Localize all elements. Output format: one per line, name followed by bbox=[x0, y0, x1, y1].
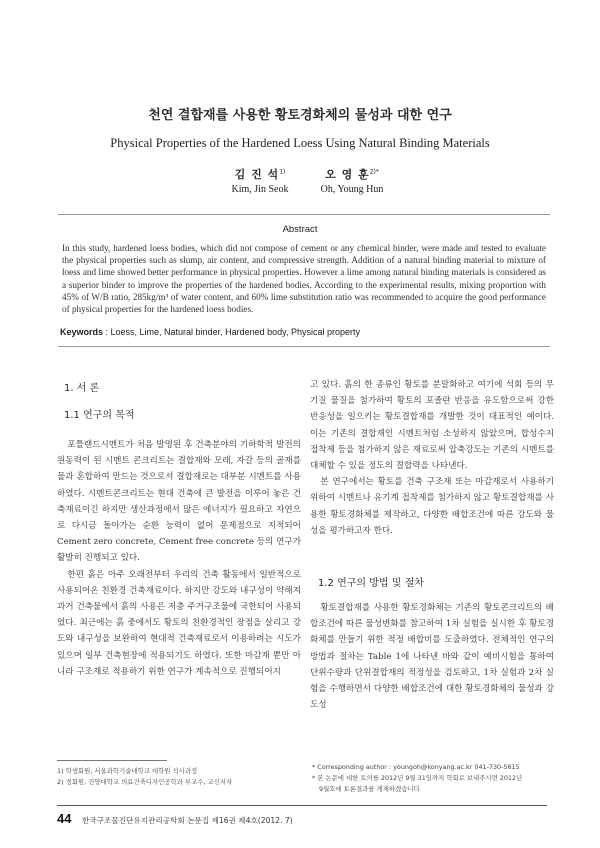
keywords bbox=[60, 327, 550, 337]
footnotes-right bbox=[312, 762, 556, 795]
abstract-heading: Abstract bbox=[282, 224, 318, 235]
footnote-discussion-1: * 본 논문에 대한 토의를 2012년 9월 31일까지 학회로 보내주시면 2012년 bbox=[312, 774, 523, 782]
author-1-mark: 1) bbox=[279, 168, 286, 176]
paper-title-korean: 천연 결합재를 사용한 황토경화체의 물성과 대한 연구 bbox=[148, 108, 452, 123]
right-column-body-top bbox=[310, 377, 554, 539]
right-paragraph-2: 본 연구에서는 황토를 건축 구조재 또는 마감재로서 사용하기 위하여 시멘트나 유기계 접착제를 첨가하지 않고 황토결합재를 사용한 황토경화체를 제작하고, 다양한 배합조건에 따른 강도와 물성을 평가하고자 한다. bbox=[310, 477, 554, 536]
footnote-1: 1) 학생회원, 서울과학기술대학교 대학원 석사과정 bbox=[57, 767, 198, 775]
left-paragraph-2: 한편 흙은 아주 오래전부터 우리의 건축 활동에서 일반적으로 사용되어온 친환경 건축재료이다. 하지만 강도와 내구성이 약해져 과거 건축물에서 흙의 사용은 저층 주거구조물에 국한되어 사용되었다. 최근에는 흙 중에서도 황토의 친환경적인 장점을 살리고 강도와 내구성을 보완하여 현대적 건축재료로서 이용하려는 시도가 있으며 일부 건축현장에 적용되기도 하였다. 또한 마감재 뿐만 아니라 구조재로 적용하기 위한 연구가 계속적으로 진행되어지 bbox=[57, 569, 301, 677]
abstract-top-rule bbox=[58, 214, 550, 215]
section-purpose: 1.1 연구의 목적 bbox=[64, 410, 135, 421]
footnote-2: 2) 정회원, 건양대학교 의료건축디자인공학과 부교수, 교신저자 bbox=[57, 778, 233, 786]
author-1-name-ko: 김 진 석 bbox=[234, 168, 280, 181]
paper-title-english: Physical Properties of the Hardened Loess Using Natural Binding Materials bbox=[110, 136, 490, 150]
footnote-discussion-2: 9월호에 토론결과를 게재하겠습니다. bbox=[319, 785, 422, 793]
abstract-text: In this study, hardened loess bodies, which did not compose of cement or any chemical binder, were made and tested to evaluate the physical properties such as slump, air content, and compressive strength. Addition of a natural binding material to mixture of loess and lime showed better performance in physical properties. However a lime among natural binding materials is considered as a superior binder to improve the properties of the hardened bodies. According to the experimental results, mixing proportion with 45% of W/B ratio, 285kg/m³ of water content, and 60% lime substitution ratio was recommended to acquire the good performance of physical properties for the hardened loess bodies. bbox=[62, 243, 546, 315]
journal-citation: 한국구조물진단유지관리공학회 논문집 제16권 제4호(2012. 7) bbox=[82, 816, 293, 825]
left-paragraph-1: 포틀랜드시멘트가 처음 발명된 후 건축분야의 기하학적 발전의 원동력이 된 시멘트 콘크리트는 결합재와 모래, 자갈 등의 골재를 물과 혼합하여 만드는 것으로서 결합재로는 대부분 시멘트를 사용하였다. 시멘트콘크리트는 현대 건축에 큰 발전을 이루어 놓은 건축재료이긴 하지만 생산과정에서 많은 에너지가 필요하고 자연으로 다시금 돌아가는 순환 능력이 없어 문제점으로 지적되어 Cement zero concrete, Cement free concrete 등의 연구가 활발히 진행되고 있다. bbox=[57, 440, 301, 564]
author-1-name-en: Kim, Jin Seok bbox=[231, 184, 289, 195]
footer-rule bbox=[57, 805, 547, 806]
footnote-rule-left bbox=[57, 760, 167, 761]
footnote-corresponding: * Corresponding author : youngoh@konyang.ac.kr 041-730-5615 bbox=[312, 763, 520, 771]
footnotes-left bbox=[57, 766, 301, 788]
left-column-body bbox=[57, 437, 301, 680]
section-method: 1.2 연구의 방법 및 절차 bbox=[318, 578, 424, 589]
keywords-label: Keywords bbox=[60, 327, 104, 337]
author-2-mark: 2)* bbox=[369, 168, 379, 176]
author-2-name-en: Oh, Young Hun bbox=[320, 184, 384, 195]
abstract-bottom-rule bbox=[58, 346, 550, 347]
right-paragraph-3: 황토결합재를 사용한 황토경화체는 기존의 황토콘크리트의 배합조건에 따른 물성변화를 참고하여 1차 실험을 실시한 후 황토경화체를 만들기 위한 적정 배합비를 도출하였다. 전체적인 연구의 방법과 절차는 Table 1에 나타낸 바와 같이 예비시험을 통하여 단위수량과 단위결합재의 적정성을 검토하고, 1차 실험과 2차 실험을 수행하면서 다양한 배합조건에 대한 황토경화체의 물성과 강도성 bbox=[310, 603, 554, 711]
author-2-name-ko: 오 영 훈 bbox=[325, 168, 370, 181]
right-column-body-bottom bbox=[310, 600, 554, 713]
right-paragraph-1: 고 있다. 흙의 한 종류인 황토를 분말화하고 여기에 석회 등의 무기질 물질을 첨가하여 황토의 포졸란 반응을 유도함으로써 강한 반응성을 일으키는 황토결합재를 개발한 것이 대표적인 예이다. 이는 기존의 결합재인 시멘트처럼 소성하지 않았으며, 합성수지 접착제 등을 첨가하지 않은 재료로써 압축강도는 기존의 시멘트를 대체할 수 있을 정도의 결합력을 나타낸다. bbox=[310, 380, 554, 472]
page-number: 44 bbox=[57, 811, 72, 826]
section-introduction: 1. 서 론 bbox=[64, 383, 100, 394]
keywords-text: : Loess, Lime, Natural binder, Hardened body, Physical property bbox=[103, 327, 360, 337]
author-2 bbox=[292, 166, 412, 195]
